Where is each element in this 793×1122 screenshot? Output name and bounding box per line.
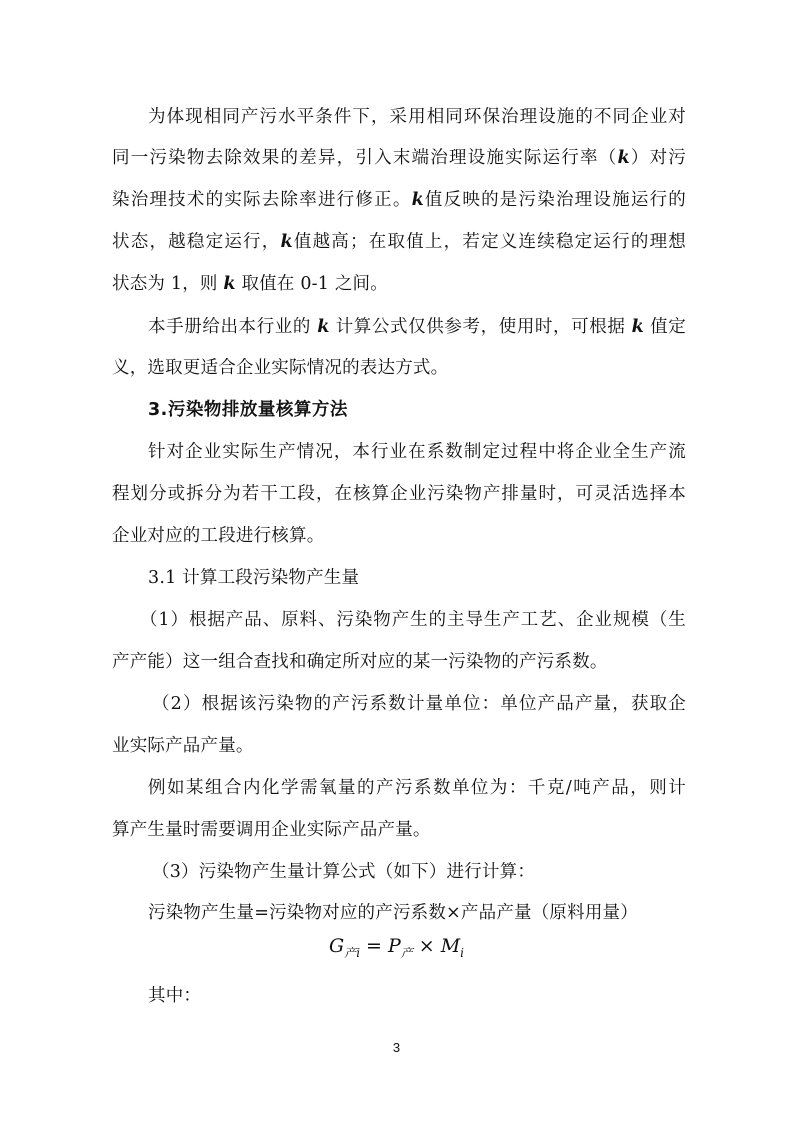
paragraph-line: 算产生量时需要调用企业实际产品产量。 bbox=[112, 820, 431, 840]
paragraph-line: 义，选取更适合企业实际情况的表达方式。 bbox=[112, 358, 449, 378]
where-label: 其中： bbox=[148, 986, 202, 1006]
section-heading: 3.污染物排放量核算方法 bbox=[148, 400, 348, 420]
paragraph-line: 企业对应的工段进行核算。 bbox=[112, 526, 325, 546]
paragraph-line: 针对企业实际生产情况，本行业在系数制定过程中将企业全生产流 bbox=[148, 442, 686, 462]
paragraph-line: （3）污染物产生量计算公式（如下）进行计算： bbox=[152, 862, 536, 882]
paragraph-line: （2）根据该污染物的产污系数计量单位：单位产品产量，获取企 bbox=[152, 694, 686, 714]
variable-k: k bbox=[317, 317, 330, 337]
formula-description: 污染物产生量=污染物对应的产污系数×产品产量（原料用量） bbox=[148, 903, 638, 923]
paragraph-line: （1）根据产品、原料、污染物产生的主导生产工艺、企业规模（生 bbox=[140, 610, 686, 630]
subsection-heading: 3.1 计算工段污染物产生量 bbox=[148, 568, 360, 588]
paragraph-line: 业实际产品产量。 bbox=[112, 736, 254, 756]
paragraph-line: 产产能）这一组合查找和确定所对应的某一污染物的产污系数。 bbox=[112, 652, 608, 672]
variable-k: k bbox=[223, 274, 236, 294]
variable-k: k bbox=[280, 232, 293, 252]
paragraph-line: 同一污染物去除效果的差异，引入末端治理设施实际运行率（k）对污 bbox=[112, 148, 686, 168]
paragraph-line: 状态，越稳定运行，k值越高；在取值上，若定义连续稳定运行的理想 bbox=[112, 232, 686, 252]
variable-k: k bbox=[617, 148, 630, 168]
variable-k: k bbox=[411, 190, 424, 210]
paragraph-line: 本手册给出本行业的 k 计算公式仅供参考，使用时，可根据 k 值定 bbox=[148, 317, 686, 337]
paragraph-line: 染治理技术的实际去除率进行修正。k值反映的是污染治理设施运行的 bbox=[112, 190, 686, 210]
paragraph-line: 例如某组合内化学需氧量的产污系数单位为：千克/吨产品，则计 bbox=[148, 778, 686, 798]
paragraph-line: 程划分或拆分为若干工段，在核算企业污染物产排量时，可灵活选择本 bbox=[112, 484, 686, 504]
page-number: 3 bbox=[392, 1040, 401, 1055]
variable-k: k bbox=[631, 317, 644, 337]
formula: $G_{产i} = P_产 \times M_i$ bbox=[329, 935, 464, 960]
paragraph-line: 状态为 1，则 k 取值在 0-1 之间。 bbox=[112, 274, 388, 294]
paragraph-line: 为体现相同产污水平条件下，采用相同环保治理设施的不同企业对 bbox=[148, 107, 686, 127]
